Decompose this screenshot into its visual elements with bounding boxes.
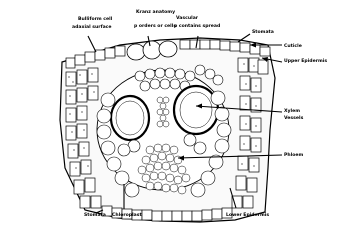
label-vascular-sub: p contains spread [174, 24, 221, 29]
label-bulliform: Bulliform cell [78, 17, 113, 22]
label-cuticle: Cuticle [284, 44, 302, 49]
label-kranz: Kranz anatomy [136, 10, 176, 15]
bulliform-cells [127, 41, 177, 60]
label-stomata-bottom: Stomata [84, 213, 106, 218]
label-chloroplast: Chloroplast [112, 213, 142, 218]
label-xylem-sub: Vessels [284, 116, 304, 121]
label-vascular: Vascular [176, 16, 199, 21]
label-xylem: Xylem [284, 109, 301, 114]
label-stomata-top: Stomata [252, 30, 274, 35]
label-lower-epidermis: Lower Epidermis [226, 213, 270, 218]
label-adaxial: adaxial surface [72, 25, 112, 30]
label-kranz-sub: p orders or cells [134, 24, 177, 29]
label-upper-epidermis: Upper Epidermis [284, 59, 328, 64]
label-phloem: Phloem [284, 153, 304, 158]
